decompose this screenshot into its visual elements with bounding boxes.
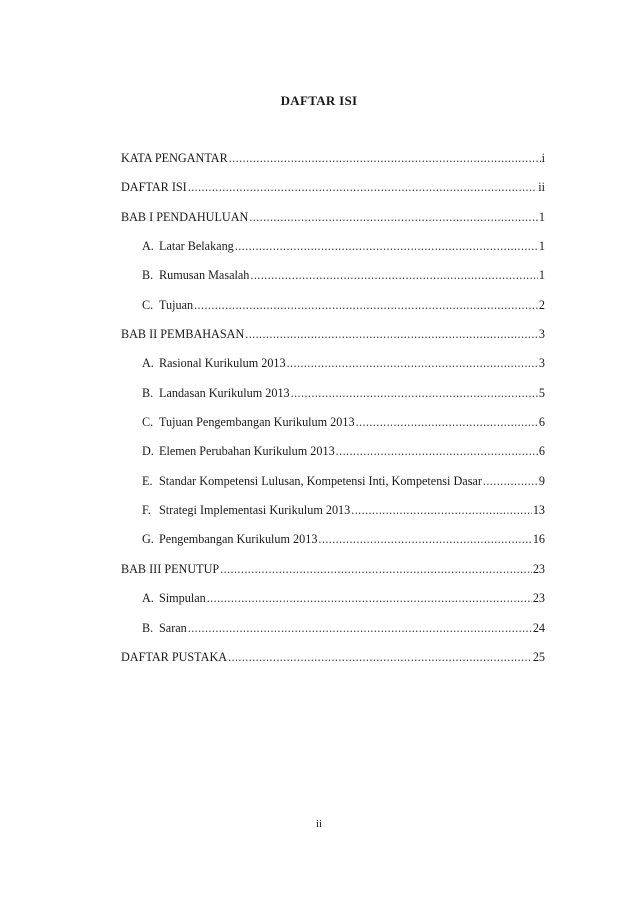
toc-entry	[121, 179, 545, 208]
toc-entry-page: 1	[538, 209, 545, 224]
toc-entry	[121, 326, 545, 355]
toc-entry-label: Pengembangan Kurikulum 2013	[159, 532, 318, 547]
toc-entry-marker: A.	[142, 591, 154, 606]
toc-entry-label: KATA PENGANTAR	[121, 151, 228, 165]
toc-entry-marker: A.	[142, 239, 154, 254]
toc-entry	[121, 561, 545, 590]
toc-entry-label: DAFTAR PUSTAKA	[121, 649, 228, 664]
toc-entry-label: Strategi Implementasi Kurikulum 2013	[159, 503, 351, 518]
toc-dot-leader	[194, 297, 538, 314]
toc-subentry	[121, 590, 545, 619]
toc-entry-label: Standar Kompetensi Lulusan, Kompetensi Inti, Kompetensi Dasar	[159, 473, 482, 488]
toc-entry-marker: B.	[142, 268, 154, 283]
toc-entry-page: 9	[538, 473, 545, 488]
toc-dot-leader	[228, 649, 532, 666]
toc-subentry	[121, 473, 545, 502]
toc-dot-leader	[207, 590, 532, 607]
toc-entry-page: 13	[532, 503, 545, 518]
toc-entry-page: 3	[538, 356, 545, 371]
page-number: ii	[315, 818, 323, 830]
toc-entry-page: 3	[538, 327, 545, 342]
toc-entry-label: Simpulan	[159, 591, 206, 606]
toc-entry-marker: B.	[142, 385, 154, 400]
toc-entry-marker: F.	[142, 503, 151, 518]
toc-entry-page: 1	[538, 239, 545, 254]
toc-entry-marker: C.	[142, 297, 154, 312]
toc-entry-label: Landasan Kurikulum 2013	[159, 385, 290, 400]
toc-entry-marker: A.	[142, 356, 154, 371]
toc-entry-page: 2	[538, 297, 545, 312]
toc-dot-leader	[351, 502, 532, 519]
toc-entry-label: Elemen Perubahan Kurikulum 2013	[159, 444, 335, 459]
toc-entry-label: Tujuan	[159, 297, 194, 312]
toc-dot-leader	[235, 238, 538, 255]
toc-entry-label: Saran	[159, 620, 187, 635]
toc-entry-label: BAB I PENDAHULUAN	[121, 209, 249, 224]
toc-entry-page: i	[541, 151, 545, 165]
toc-entry-marker: C.	[142, 415, 154, 430]
toc-entry-label: BAB II PEMBAHASAN	[121, 327, 245, 342]
toc-entry-page: 1	[538, 268, 545, 283]
table-of-contents	[121, 150, 545, 678]
toc-subentry	[121, 297, 545, 326]
toc-dot-leader	[318, 531, 531, 548]
toc-subentry	[121, 267, 545, 296]
toc-entry-marker: B.	[142, 620, 154, 635]
toc-subentry	[121, 414, 545, 443]
toc-subentry	[121, 238, 545, 267]
page-title: DAFTAR ISI	[280, 93, 358, 108]
toc-entry-label: Rasional Kurikulum 2013	[159, 356, 286, 371]
toc-subentry	[121, 620, 545, 649]
toc-subentry	[121, 502, 545, 531]
toc-entry-label: Tujuan Pengembangan Kurikulum 2013	[159, 415, 355, 430]
toc-entry-label: DAFTAR ISI	[121, 180, 187, 195]
toc-dot-leader	[220, 561, 532, 578]
toc-entry-page: 6	[538, 444, 545, 459]
toc-dot-leader	[336, 443, 538, 460]
toc-entry-label: Rumusan Masalah	[159, 268, 250, 283]
toc-dot-leader	[356, 414, 538, 431]
toc-dot-leader	[483, 473, 538, 490]
toc-entry-page: 6	[538, 415, 545, 430]
toc-entry-label: Latar Belakang	[159, 239, 234, 254]
toc-dot-leader	[291, 385, 538, 402]
toc-entry-page: ii	[538, 180, 545, 195]
toc-entry-page: 24	[532, 620, 545, 635]
toc-dot-leader	[250, 267, 538, 284]
toc-entry-page: 16	[532, 532, 545, 547]
toc-entry	[121, 150, 545, 179]
toc-entry	[121, 209, 545, 238]
toc-entry-marker: E.	[142, 473, 153, 488]
toc-subentry	[121, 385, 545, 414]
toc-entry	[121, 649, 545, 678]
toc-dot-leader	[229, 150, 541, 167]
toc-dot-leader	[188, 620, 532, 637]
toc-subentry	[121, 531, 545, 560]
toc-subentry	[121, 355, 545, 384]
toc-dot-leader	[287, 355, 538, 372]
toc-subentry	[121, 443, 545, 472]
toc-dot-leader	[249, 209, 538, 226]
toc-entry-marker: G.	[142, 532, 154, 547]
toc-entry-page: 23	[532, 561, 545, 576]
toc-dot-leader	[188, 179, 537, 196]
toc-entry-page: 25	[532, 649, 545, 664]
toc-entry-page: 5	[538, 385, 545, 400]
toc-entry-page: 23	[532, 591, 545, 606]
toc-dot-leader	[245, 326, 538, 343]
toc-entry-label: BAB III PENUTUP	[121, 561, 220, 576]
toc-entry-marker: D.	[142, 444, 154, 459]
